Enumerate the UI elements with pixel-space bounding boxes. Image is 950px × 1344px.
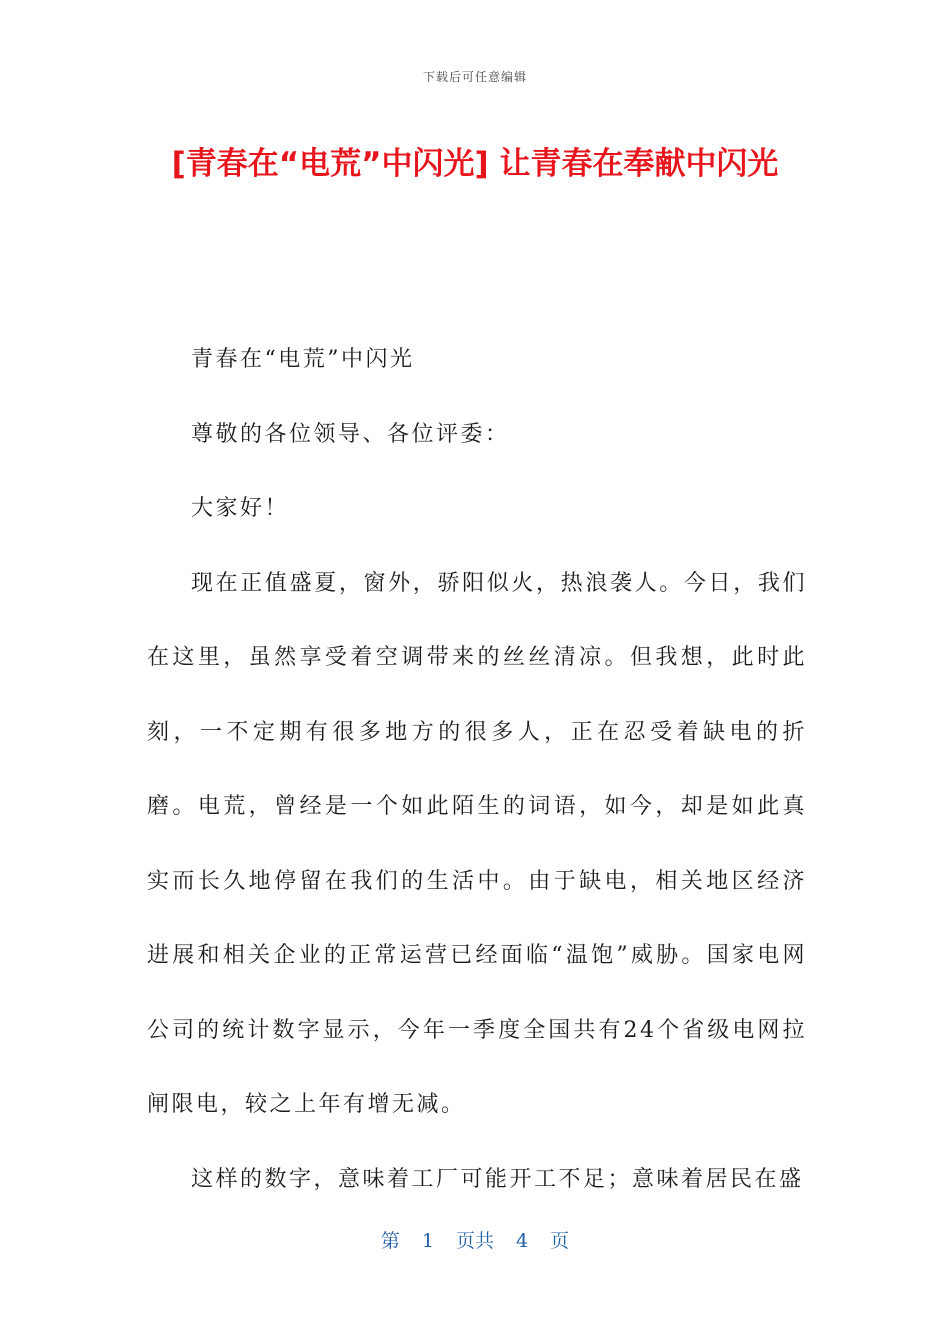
paragraph-heading: 青春在“电荒”中闪光 (191, 347, 415, 372)
page-label-mid: 页共 (455, 1230, 494, 1252)
paragraph-salutation: 尊敬的各位领导、各位评委： (191, 421, 510, 447)
document-title: [青春在“电荒”中闪光] 让青春在奉献中闪光 (171, 146, 779, 182)
document-body (147, 323, 807, 1217)
header-note: 下载后可任意编辑 (422, 70, 527, 84)
page-label-suffix: 页 (550, 1230, 570, 1252)
current-page-number: 1 (421, 1230, 434, 1252)
paragraph-body: 这样的数字，意味着工厂可能开工不足；意味着居民在盛 (191, 1166, 804, 1192)
page-label-prefix: 第 (380, 1230, 400, 1252)
paragraph-body: 现在正值盛夏，窗外，骄阳似火，热浪袭人。今日，我们在这里，虽然享受着空调带来的丝丝清凉。但我想，此时此刻，一不定期有很多地方的很多人，正在忍受着缺电的折磨。电荒，曾经是一个如此陌生的词语，如今，却是如此真实而长久地停留在我们的生活中。由于缺电，相关地区经济进展和相关企业的正常运营已经面临“温饱”威胁。国家电网公司的统计数字显示，今年一季度全国共有24个省级电网拉闸限电，较之上年有增无减。 (147, 570, 807, 1117)
paragraph-greeting: 大家好！ (191, 496, 290, 521)
total-pages-number: 4 (516, 1230, 529, 1252)
page-number-footer (0, 1226, 950, 1253)
